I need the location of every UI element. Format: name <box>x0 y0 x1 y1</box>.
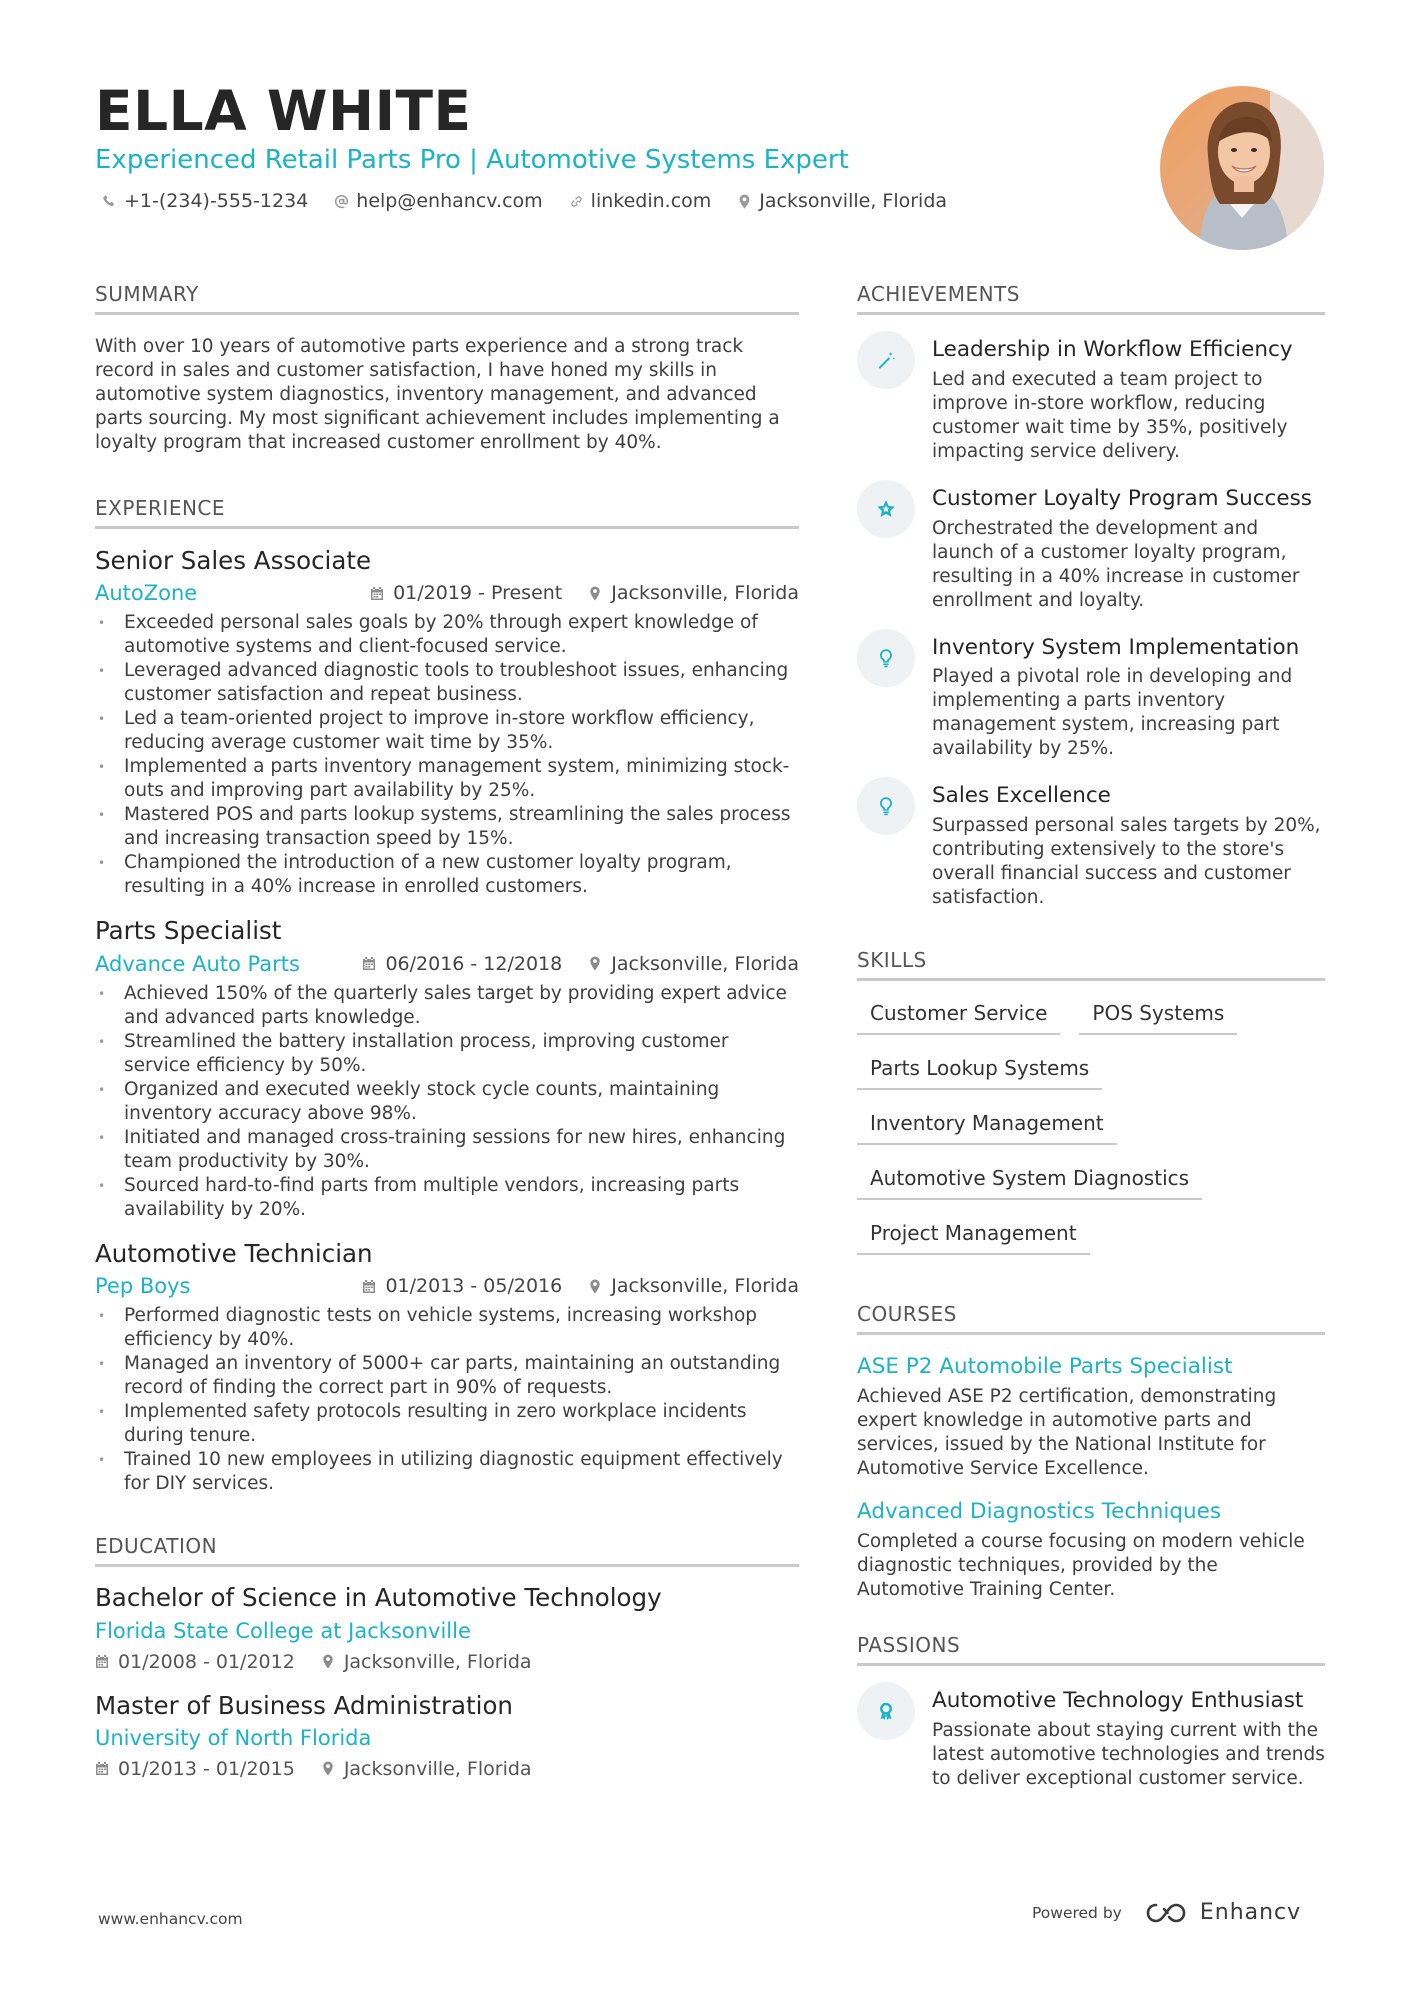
courses-section <box>857 1302 1325 1602</box>
bullet-item: • Implemented safety protocols resulting in zero workplace incidents during tenure. <box>95 1400 799 1448</box>
job-meta <box>95 952 799 976</box>
profile-photo <box>1160 86 1324 250</box>
job-date-location <box>370 582 799 604</box>
enhancv-logo-icon <box>1144 1901 1190 1925</box>
company-name: Pep Boys <box>95 1274 191 1299</box>
bullet-item: • Achieved 150% of the quarterly sales target by providing expert advice and advanced parts knowledge. <box>95 982 799 1030</box>
skill-tag: Parts Lookup Systems <box>857 1056 1102 1090</box>
summary-heading: SUMMARY <box>95 282 799 315</box>
school-name: University of North Florida <box>95 1725 372 1750</box>
job-dates-text: 01/2013 - 05/2016 <box>385 1275 563 1298</box>
job-bullets <box>95 1304 799 1496</box>
achievement-title: Leadership in Workflow Efficiency <box>932 337 1293 362</box>
bullet-item: • Trained 10 new employees in utilizing diagnostic equipment effectively for DIY services. <box>95 1448 799 1496</box>
job-entry <box>95 916 799 1221</box>
education-dates <box>95 1758 295 1780</box>
job-dates-text: 01/2019 - Present <box>393 582 563 605</box>
job-location <box>588 953 799 975</box>
education-section <box>95 1534 799 1780</box>
summary-section <box>95 282 799 455</box>
achievement-item <box>857 337 1325 464</box>
passion-title: Automotive Technology Enthusiast <box>932 1687 1304 1713</box>
achievement-title: Customer Loyalty Program Success <box>932 485 1312 511</box>
calendar-icon <box>362 1279 376 1294</box>
link-icon <box>569 194 584 209</box>
contact-email[interactable] <box>334 190 542 212</box>
job-location <box>588 582 799 604</box>
job-location-text: Jacksonville, Florida <box>611 952 799 975</box>
company-name: AutoZone <box>95 581 198 606</box>
email-address: help@enhancv.com <box>356 190 543 212</box>
achievement-desc: Led and executed a team project to improve in-store workflow, reducing customer wait time by 35%, positively impacting service delivery. <box>932 368 1288 462</box>
job-date-location <box>362 953 799 975</box>
education-dates-text: 01/2008 - 01/2012 <box>118 1650 295 1673</box>
job-date-location <box>362 1275 799 1297</box>
achievement-title: Inventory System Implementation <box>932 634 1300 660</box>
education-entry <box>95 1691 799 1780</box>
achievement-item <box>857 635 1325 762</box>
job-title: Senior Sales Associate <box>95 546 372 575</box>
job-title: Automotive Technician <box>95 1238 373 1268</box>
skill-tag: Project Management <box>857 1221 1090 1255</box>
course-item <box>857 1499 1325 1602</box>
skill-tag: Customer Service <box>857 1001 1060 1035</box>
skills-list <box>857 1001 1325 1276</box>
achievements-heading: ACHIEVEMENTS <box>857 282 1325 315</box>
education-location <box>321 1758 532 1780</box>
degree-title: Bachelor of Science in Automotive Technology <box>95 1583 662 1613</box>
company-name: Advance Auto Parts <box>95 951 300 976</box>
course-title: Advanced Diagnostics Techniques <box>857 1498 1222 1524</box>
education-dates-text: 01/2013 - 01/2015 <box>118 1757 295 1780</box>
education-location-text: Jacksonville, Florida <box>343 1757 532 1780</box>
education-meta <box>95 1758 799 1780</box>
job-meta <box>95 1274 799 1298</box>
skill-tag: POS Systems <box>1079 1001 1237 1035</box>
lightbulb-icon <box>857 629 915 687</box>
at-icon <box>334 194 349 209</box>
course-desc: Completed a course focusing on modern vehicle diagnostic techniques, provided by the Automotive Training Center. <box>857 1530 1305 1600</box>
education-dates <box>95 1651 295 1673</box>
bullet-item: • Championed the introduction of a new customer loyalty program, resulting in a 40% increase in enrolled customers. <box>95 851 799 899</box>
phone-number: +1-(234)-555-1234 <box>124 190 309 212</box>
left-column <box>95 282 799 1780</box>
experience-section <box>95 496 799 1496</box>
brand-logo[interactable] <box>1144 1900 1301 1925</box>
passion-item <box>857 1688 1325 1791</box>
job-dates <box>370 582 562 604</box>
job-entry <box>95 1239 799 1496</box>
course-item <box>857 1354 1325 1481</box>
location-pin-icon <box>588 956 602 971</box>
bullet-item: • Performed diagnostic tests on vehicle systems, increasing workshop efficiency by 40%. <box>95 1304 799 1352</box>
contact-location <box>737 190 947 212</box>
school-name: Florida State College at Jacksonville <box>95 1618 471 1643</box>
education-heading: EDUCATION <box>95 1534 799 1567</box>
course-title: ASE P2 Automobile Parts Specialist <box>857 1354 1233 1380</box>
footer-branding <box>1032 1900 1301 1925</box>
experience-heading: EXPERIENCE <box>95 496 799 529</box>
bullet-item: • Initiated and managed cross-training sessions for new hires, enhancing team productivity by 30%. <box>95 1126 799 1174</box>
degree-title: Master of Business Administration <box>95 1690 513 1720</box>
calendar-icon <box>95 1654 109 1669</box>
star-icon <box>857 480 915 538</box>
bullet-item: • Exceeded personal sales goals by 20% through expert knowledge of automotive systems and client-focused service. <box>95 611 799 659</box>
job-title: Parts Specialist <box>95 916 282 946</box>
job-location-text: Jacksonville, Florida <box>611 1275 799 1298</box>
job-meta <box>95 581 799 605</box>
location-pin-icon <box>321 1654 335 1669</box>
passions-heading: PASSIONS <box>857 1633 1325 1666</box>
course-desc: Achieved ASE P2 certification, demonstrating expert knowledge in automotive parts and services, issued by the National Institute for Automotive Service Excellence. <box>857 1385 1277 1479</box>
contact-linkedin[interactable] <box>569 190 712 212</box>
location-pin-icon <box>321 1761 335 1776</box>
calendar-icon <box>370 586 384 601</box>
candidate-name: ELLA WHITE <box>95 79 472 143</box>
job-location <box>588 1275 799 1297</box>
job-dates-text: 06/2016 - 12/2018 <box>385 952 563 975</box>
phone-icon <box>102 194 117 209</box>
right-column <box>857 282 1325 1791</box>
job-bullets <box>95 982 799 1222</box>
achievement-desc: Surpassed personal sales targets by 20%, contributing extensively to the store's overall financial success and customer satisfaction. <box>932 815 1321 909</box>
lightbulb-icon <box>857 777 915 835</box>
job-bullets <box>95 611 799 899</box>
contact-bar <box>102 190 973 212</box>
achievement-item <box>857 486 1325 613</box>
bullet-item: • Streamlined the battery installation process, improving customer service efficiency by 50%. <box>95 1030 799 1078</box>
achievement-title: Sales Excellence <box>932 783 1111 809</box>
education-entry <box>95 1583 799 1672</box>
location-text: Jacksonville, Florida <box>759 190 948 212</box>
courses-heading: COURSES <box>857 1302 1325 1335</box>
passion-desc: Passionate about staying current with the latest automotive technologies and trends to deliver exceptional customer service. <box>932 1719 1325 1789</box>
job-dates <box>362 953 562 975</box>
education-location <box>321 1651 532 1673</box>
powered-by-label: Powered by <box>1032 1903 1122 1922</box>
summary-text: With over 10 years of automotive parts experience and a strong track record in sales and customer satisfaction, I have honed my skills in automotive system diagnostics, inventory management, and advanced parts sourcing. My most significant achievement includes implementing a loyalty program that increased customer enrollment by 40%. <box>95 336 780 453</box>
achievement-desc: Played a pivotal role in developing and implementing a parts inventory management system, increasing part availability by 25%. <box>932 666 1293 760</box>
education-location-text: Jacksonville, Florida <box>343 1650 532 1673</box>
job-entry <box>95 546 799 899</box>
footer-website[interactable]: www.enhancv.com <box>98 1910 243 1928</box>
bullet-item: • Managed an inventory of 5000+ car parts, maintaining an outstanding record of finding the correct part in 90% of requests. <box>95 1352 799 1400</box>
location-pin-icon <box>588 586 602 601</box>
skill-tag: Inventory Management <box>857 1111 1117 1145</box>
bullet-item: • Organized and executed weekly stock cycle counts, maintaining inventory accuracy above 98%. <box>95 1078 799 1126</box>
candidate-tagline: Experienced Retail Parts Pro | Automotive Systems Expert <box>95 145 849 175</box>
bullet-item: • Implemented a parts inventory management system, minimizing stock-outs and improving part availability by 25%. <box>95 755 799 803</box>
award-ribbon-icon <box>857 1682 915 1740</box>
achievements-section <box>857 282 1325 910</box>
skills-heading: SKILLS <box>857 948 1325 981</box>
location-pin-icon <box>588 1279 602 1294</box>
bullet-item: • Sourced hard-to-find parts from multiple vendors, increasing parts availability by 20%. <box>95 1174 799 1222</box>
bullet-item: • Leveraged advanced diagnostic tools to troubleshoot issues, enhancing customer satisfaction and repeat business. <box>95 659 799 707</box>
calendar-icon <box>95 1761 109 1776</box>
education-meta <box>95 1651 799 1673</box>
skill-tag: Automotive System Diagnostics <box>857 1166 1202 1200</box>
job-location-text: Jacksonville, Florida <box>611 582 799 605</box>
magic-wand-icon <box>857 331 915 389</box>
brand-name: Enhancv <box>1199 1900 1302 1925</box>
achievement-desc: Orchestrated the development and launch of a customer loyalty program, resulting in a 40% increase in customer enrollment and loyalty. <box>932 517 1300 611</box>
location-pin-icon <box>737 194 752 209</box>
calendar-icon <box>362 956 376 971</box>
achievement-item <box>857 783 1325 910</box>
linkedin-link: linkedin.com <box>590 190 712 212</box>
bullet-item: • Led a team-oriented project to improve in-store workflow efficiency, reducing average customer wait time by 35%. <box>95 707 799 755</box>
contact-phone[interactable] <box>102 190 308 212</box>
passions-section <box>857 1633 1325 1791</box>
skills-section <box>857 948 1325 1276</box>
job-dates <box>362 1275 562 1297</box>
bullet-item: • Mastered POS and parts lookup systems, streamlining the sales process and increasing transaction speed by 15%. <box>95 803 799 851</box>
